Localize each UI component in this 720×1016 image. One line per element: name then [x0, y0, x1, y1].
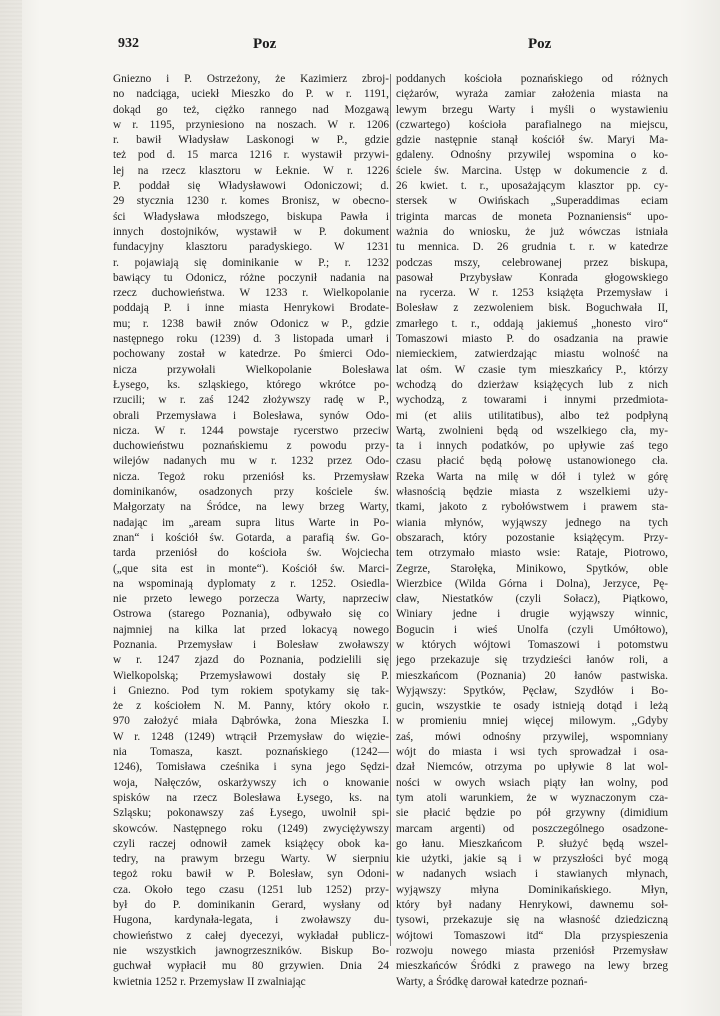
text-line: Hugona, kardynała-legata, i zwoławszy du-	[113, 914, 389, 927]
text-line: gdaleny. Odnośny przywilej wspomina o ko-	[396, 149, 668, 162]
text-line: wiania młynów, wyjąwszy jednego na tych	[396, 516, 668, 529]
text-line: następnego roku (1239) d. 3 listopada umarł i	[113, 333, 389, 346]
text-line: Tomaszowi miasto P. do osadzania na prawie	[396, 333, 668, 346]
text-line: (czwartego) kościoła parafialnego na miejscu,	[396, 118, 668, 131]
text-line: guchwał wypłacił mu 80 grzywien. Dnia 24	[113, 960, 389, 973]
text-line: Wartą, zwolnieni będą od wszelkiego cła, my-	[396, 424, 668, 437]
text-line: w promieniu mniej więcej milowym. ,,Gdyby	[396, 715, 668, 728]
text-line: nie wszystkich jawnogrzeszników. Biskup Bo-	[113, 944, 389, 957]
text-line: dokąd go też, ciężko rannego nad Mozgawą	[113, 103, 389, 116]
text-line: rozwoju nowego miasta przeniósł Przemysław	[396, 944, 668, 957]
text-line: tu mennica. D. 26 grudnia t. r. w katedrze	[396, 241, 668, 254]
text-line: zaś, mówi odnośny przywilej, wspomniany	[396, 730, 668, 743]
text-line: rzucili; w r. zaś 1242 złożywszy radę w P.,	[113, 394, 389, 407]
text-line: Wierzbice (Wilda Górna i Dolna), Jerzyce, Pę-	[396, 577, 668, 590]
text-line: Bogucin i wieś Unolfa (czyli Umółtowo),	[396, 623, 668, 636]
text-line: czyli raczej odnowił zamek książęcy obok ka-	[113, 837, 389, 850]
text-line: nicza przywołali Wielkopolanie Bolesława	[113, 363, 389, 376]
text-line: sie płacić będzie po pół grzywny (dimidium	[396, 807, 668, 820]
text-line: nicza. W r. 1244 powstaje rycerstwo przeciw	[113, 424, 389, 437]
text-line: W r. 1248 (1249) wtrącił Przemysław do więzie-	[113, 730, 389, 743]
text-line: r. bawił Władysław Laskonogi w P., gdzie	[113, 134, 389, 147]
text-line: duchowieństwu poznańskiemu z powodu przy-	[113, 440, 389, 453]
text-line: podczas mszy, celebrowanej przez biskupa,	[396, 256, 668, 269]
text-line: rzecz duchowieństwa. W 1233 r. Wielkopolanie	[113, 287, 389, 300]
text-line: Poznania. Przemysław i Bolesław zwoławszy	[113, 638, 389, 651]
text-line: nie przeto lewego porzecza Warty, naprzeciw	[113, 593, 389, 606]
text-line: dominikanów, osadzonych przy kościele św.	[113, 486, 389, 499]
text-line: („que sita est in monte“). Kościół św. Marci-	[113, 562, 389, 575]
text-line: ściele św. Marcina. Ustęp w dokumencie z d.	[396, 164, 668, 177]
text-line: mieszkańcom (Poznania) 20 łanów pastwiska.	[396, 669, 668, 682]
page-number: 932	[118, 36, 139, 51]
text-line: Małgorzaty na Śródce, na lewy brzeg Warty,	[113, 501, 389, 514]
text-line: w których wójtowi Tomaszowi i potomstwu	[396, 638, 668, 651]
text-line: Zegrze, Starołęka, Minikowo, Spytków, oble	[396, 562, 668, 575]
text-line: tarda przeniósł do kościoła św. Wojciecha	[113, 547, 389, 560]
text-line: 29 stycznia 1230 r. komes Bronisz, w obecno-	[113, 195, 389, 208]
text-line: tedry, na prawym brzegu Warty. W sierpniu	[113, 853, 389, 866]
text-line: ności w owych wsiach piąty łan wolny, pod	[396, 776, 668, 789]
text-line: 970 założyć miała Dąbrówka, żona Mieszka I.	[113, 715, 389, 728]
text-line: wyjąwszy młyna Dominikańskiego. Młyn,	[396, 883, 668, 896]
text-line: Łysego, ks. szląskiego, którego wkrótce po-	[113, 378, 389, 391]
left-text-column	[113, 72, 389, 990]
text-line: w r. 1247 zjazd do Poznania, podzielili się	[113, 654, 389, 667]
text-line: cław, Niestatków (czyli Sołacz), Piątkowo,	[396, 593, 668, 606]
text-line: jego przekazuje się trzydzieści łanów roli, a	[396, 654, 668, 667]
text-line: wychodzą, z towarami i innymi przedmiota-	[396, 394, 668, 407]
text-line: mieszkańców Śródki z prawego na lewy brzeg	[396, 960, 668, 973]
text-line: innych dostojników, wystawił w P. dokument	[113, 225, 389, 238]
text-line: bawiący tu Odonicz, różne poczynił nadania na	[113, 271, 389, 284]
text-line: kwietnia 1252 r. Przemysław II zwalniając	[113, 975, 306, 988]
running-head-left: Poz	[253, 36, 277, 52]
text-line: i Gniezno. Pod tym rokiem spotykamy się tak-	[113, 684, 389, 697]
text-line: Gniezno i P. Ostrzeżony, że Kazimierz zbroj-	[113, 73, 389, 85]
text-line: Warty, a Śródkę darował katedrze poznań-	[396, 975, 588, 988]
text-line: triginta marcas de moneta Poznaniensis“ upo-	[396, 210, 668, 223]
text-line: Winiary jedne i drugie wyjąwszy winnic,	[396, 608, 668, 621]
text-line: fundacyjny klasztoru paradyskiego. W 1231	[113, 241, 389, 254]
text-line: mi (et aliis utilitatibus), albo też podpłyną	[396, 409, 668, 422]
text-line: lewym brzegu Warty i myśli o wystawieniu	[396, 103, 668, 116]
text-line: najmniej na kilka lat przed lokacyą nowego	[113, 623, 389, 636]
text-line: 26 kwiet. t. r., uposażającym klasztor pp. cy-	[396, 180, 668, 193]
running-head-right: Poz	[528, 36, 552, 52]
text-line: Rzeka Warta na milę w dół i tyleż w górę	[396, 470, 668, 483]
text-line: zmarłego t. r., oddają jakiemuś „honesto viro“	[396, 317, 668, 330]
text-line: poddają P. i inne miasta Henrykowi Brodate-	[113, 302, 389, 315]
text-line: poddanych kościoła poznańskiego od różnych	[396, 73, 668, 85]
text-line: chowieństwo z całej dyecezyi, wykładał publicz-	[113, 929, 389, 942]
text-line: mu; r. 1238 bawił znów Odonicz w P., gdzie	[113, 317, 389, 330]
text-line: lat ośm. W czasie tym mieszkańcy P., którzy	[396, 363, 668, 376]
text-line: tkami, jakoto z rybołówstwem i prawem sta-	[396, 501, 668, 514]
text-line: gucin, wszystkie te osady istnieją dotąd i leżą	[396, 700, 668, 713]
text-line: ta i innych podatków, po upływie zaś tego	[396, 440, 668, 453]
right-text-column	[396, 72, 668, 990]
page-edge	[0, 0, 22, 1016]
text-line: nicza. Tegoż roku przeniósł ks. Przemysław	[113, 470, 389, 483]
text-line: wilejów nadanych mu w r. 1232 przez Odo-	[113, 455, 389, 468]
text-line: ciężarów, wyraża zamiar założenia miasta na	[396, 88, 668, 101]
text-line: pasował Przybysław Konrada głogowskiego	[396, 271, 668, 284]
text-line: spisków na rzecz Bolesława Łysego, ks. na	[113, 791, 389, 804]
text-line: był do P. dominikanin Gerard, wysłany od	[113, 899, 389, 912]
page-header	[118, 36, 678, 60]
text-line: ważnia do wniosku, że już wówczas istniała	[396, 225, 668, 238]
text-line: Szląsku; pokonawszy zaś Łysego, uwolnił spi-	[113, 807, 389, 820]
text-line: dzał Niemców, otrzyma po upływie 8 lat wol-	[396, 761, 668, 774]
text-line: tegoż roku bawił w P. Bolesław, syn Odoni-	[113, 868, 389, 881]
text-line: skowców. Następnego roku (1249) zwyciężywszy	[113, 822, 389, 835]
text-line: tysowi, przekazuje się na własność dziedziczną	[396, 914, 668, 927]
text-line: wchodzą do dzierżaw książęcych lub z nich	[396, 378, 668, 391]
text-line: no nadciąga, uciekł Mieszko do P. w r. 1191,	[113, 88, 389, 101]
text-line: obrali Przemysława i Bolesława, synów Odo-	[113, 409, 389, 422]
text-line: ści Władysława młodszego, biskupa Pawła i	[113, 210, 389, 223]
text-line: czasu płacić będą połowę ustanowionego cła.	[396, 455, 668, 468]
text-line: go łanu. Mieszkańcom P. służyć będą wszel-	[396, 837, 668, 850]
text-line: woja, Nałęczów, oskarżywszy ich o knowanie	[113, 776, 389, 789]
text-line: Wyjąwszy: Spytków, Pęcław, Szydłów i Bo-	[396, 684, 668, 697]
text-line: 1246), Tomisława cześnika i syna jego Sędzi-	[113, 761, 389, 774]
text-line: pochowany został w katedrze. Po śmierci Odo-	[113, 348, 389, 361]
text-line: cza. Około tego czasu (1251 lub 1252) przy-	[113, 883, 389, 896]
text-line: lej na rzecz klasztoru w Łeknie. W r. 1226	[113, 164, 389, 177]
text-line: nia Tomasza, kaszt. poznańskiego (1242—	[113, 746, 389, 759]
text-line: w r. 1195, przyniesiono na noszach. W r. 1206	[113, 118, 389, 131]
text-line: na wspominają dyplomaty z r. 1252. Osiedla-	[113, 577, 389, 590]
text-line: gdzie następnie stanął kościół św. Maryi Ma-	[396, 134, 668, 147]
text-line: Wielkopolską; Przemysławowi dostały się P.	[113, 669, 389, 682]
text-line: znan“ i kościół św. Gotarda, a parafią św. Go-	[113, 531, 389, 544]
text-line: obszarach, który pozostanie książęcym. Przy-	[396, 531, 668, 544]
text-line: tem otrzymało miasto wsie: Rataje, Piotrowo,	[396, 547, 668, 560]
text-line: tym atoli warunkiem, że w wyznaczonym cza-	[396, 791, 668, 804]
text-line: stersek w Owińskach „Superaddimas eciam	[396, 195, 668, 208]
text-line: r. pojawiają się dominikanie w P.; r. 1232	[113, 256, 389, 269]
text-line: P. poddał się Władysławowi Odoniczowi; d.	[113, 180, 389, 193]
text-line: niemieckiem, zatwierdzając miastu wolność na	[396, 348, 668, 361]
text-line: nadając im „aream supra litus Warte in Po-	[113, 516, 389, 529]
text-line: marcam argenti) od poszczególnego osadzone-	[396, 822, 668, 835]
column-divider	[390, 74, 391, 946]
text-line: który był nadany Henrykowi, dawnemu soł-	[396, 899, 668, 912]
text-line: kie użytki, jakie są i w przyszłości być mogą	[396, 853, 668, 866]
text-line: wójtowi Tomaszowi itd“ Dla przyspieszenia	[396, 929, 668, 942]
text-line: że z kościołem N. M. Panny, który około r.	[113, 700, 389, 713]
text-line: własnością będzie miasta z wszelkiemi uży-	[396, 486, 668, 499]
text-line: wójt do miasta i wsi tych sprowadzał i osa-	[396, 746, 668, 759]
text-line: Ostrowa (starego Poznania), odbywało się co	[113, 608, 389, 621]
text-line: na rycerza. W r. 1253 książęta Przemysław i	[396, 287, 668, 300]
text-line: w nadanych wsiach i stawianych młynach,	[396, 868, 668, 881]
text-line: też pod d. 15 marca 1216 r. wystawił przywi-	[113, 149, 389, 162]
text-line: Bolesław z zezwoleniem bisk. Boguchwała II,	[396, 302, 668, 315]
